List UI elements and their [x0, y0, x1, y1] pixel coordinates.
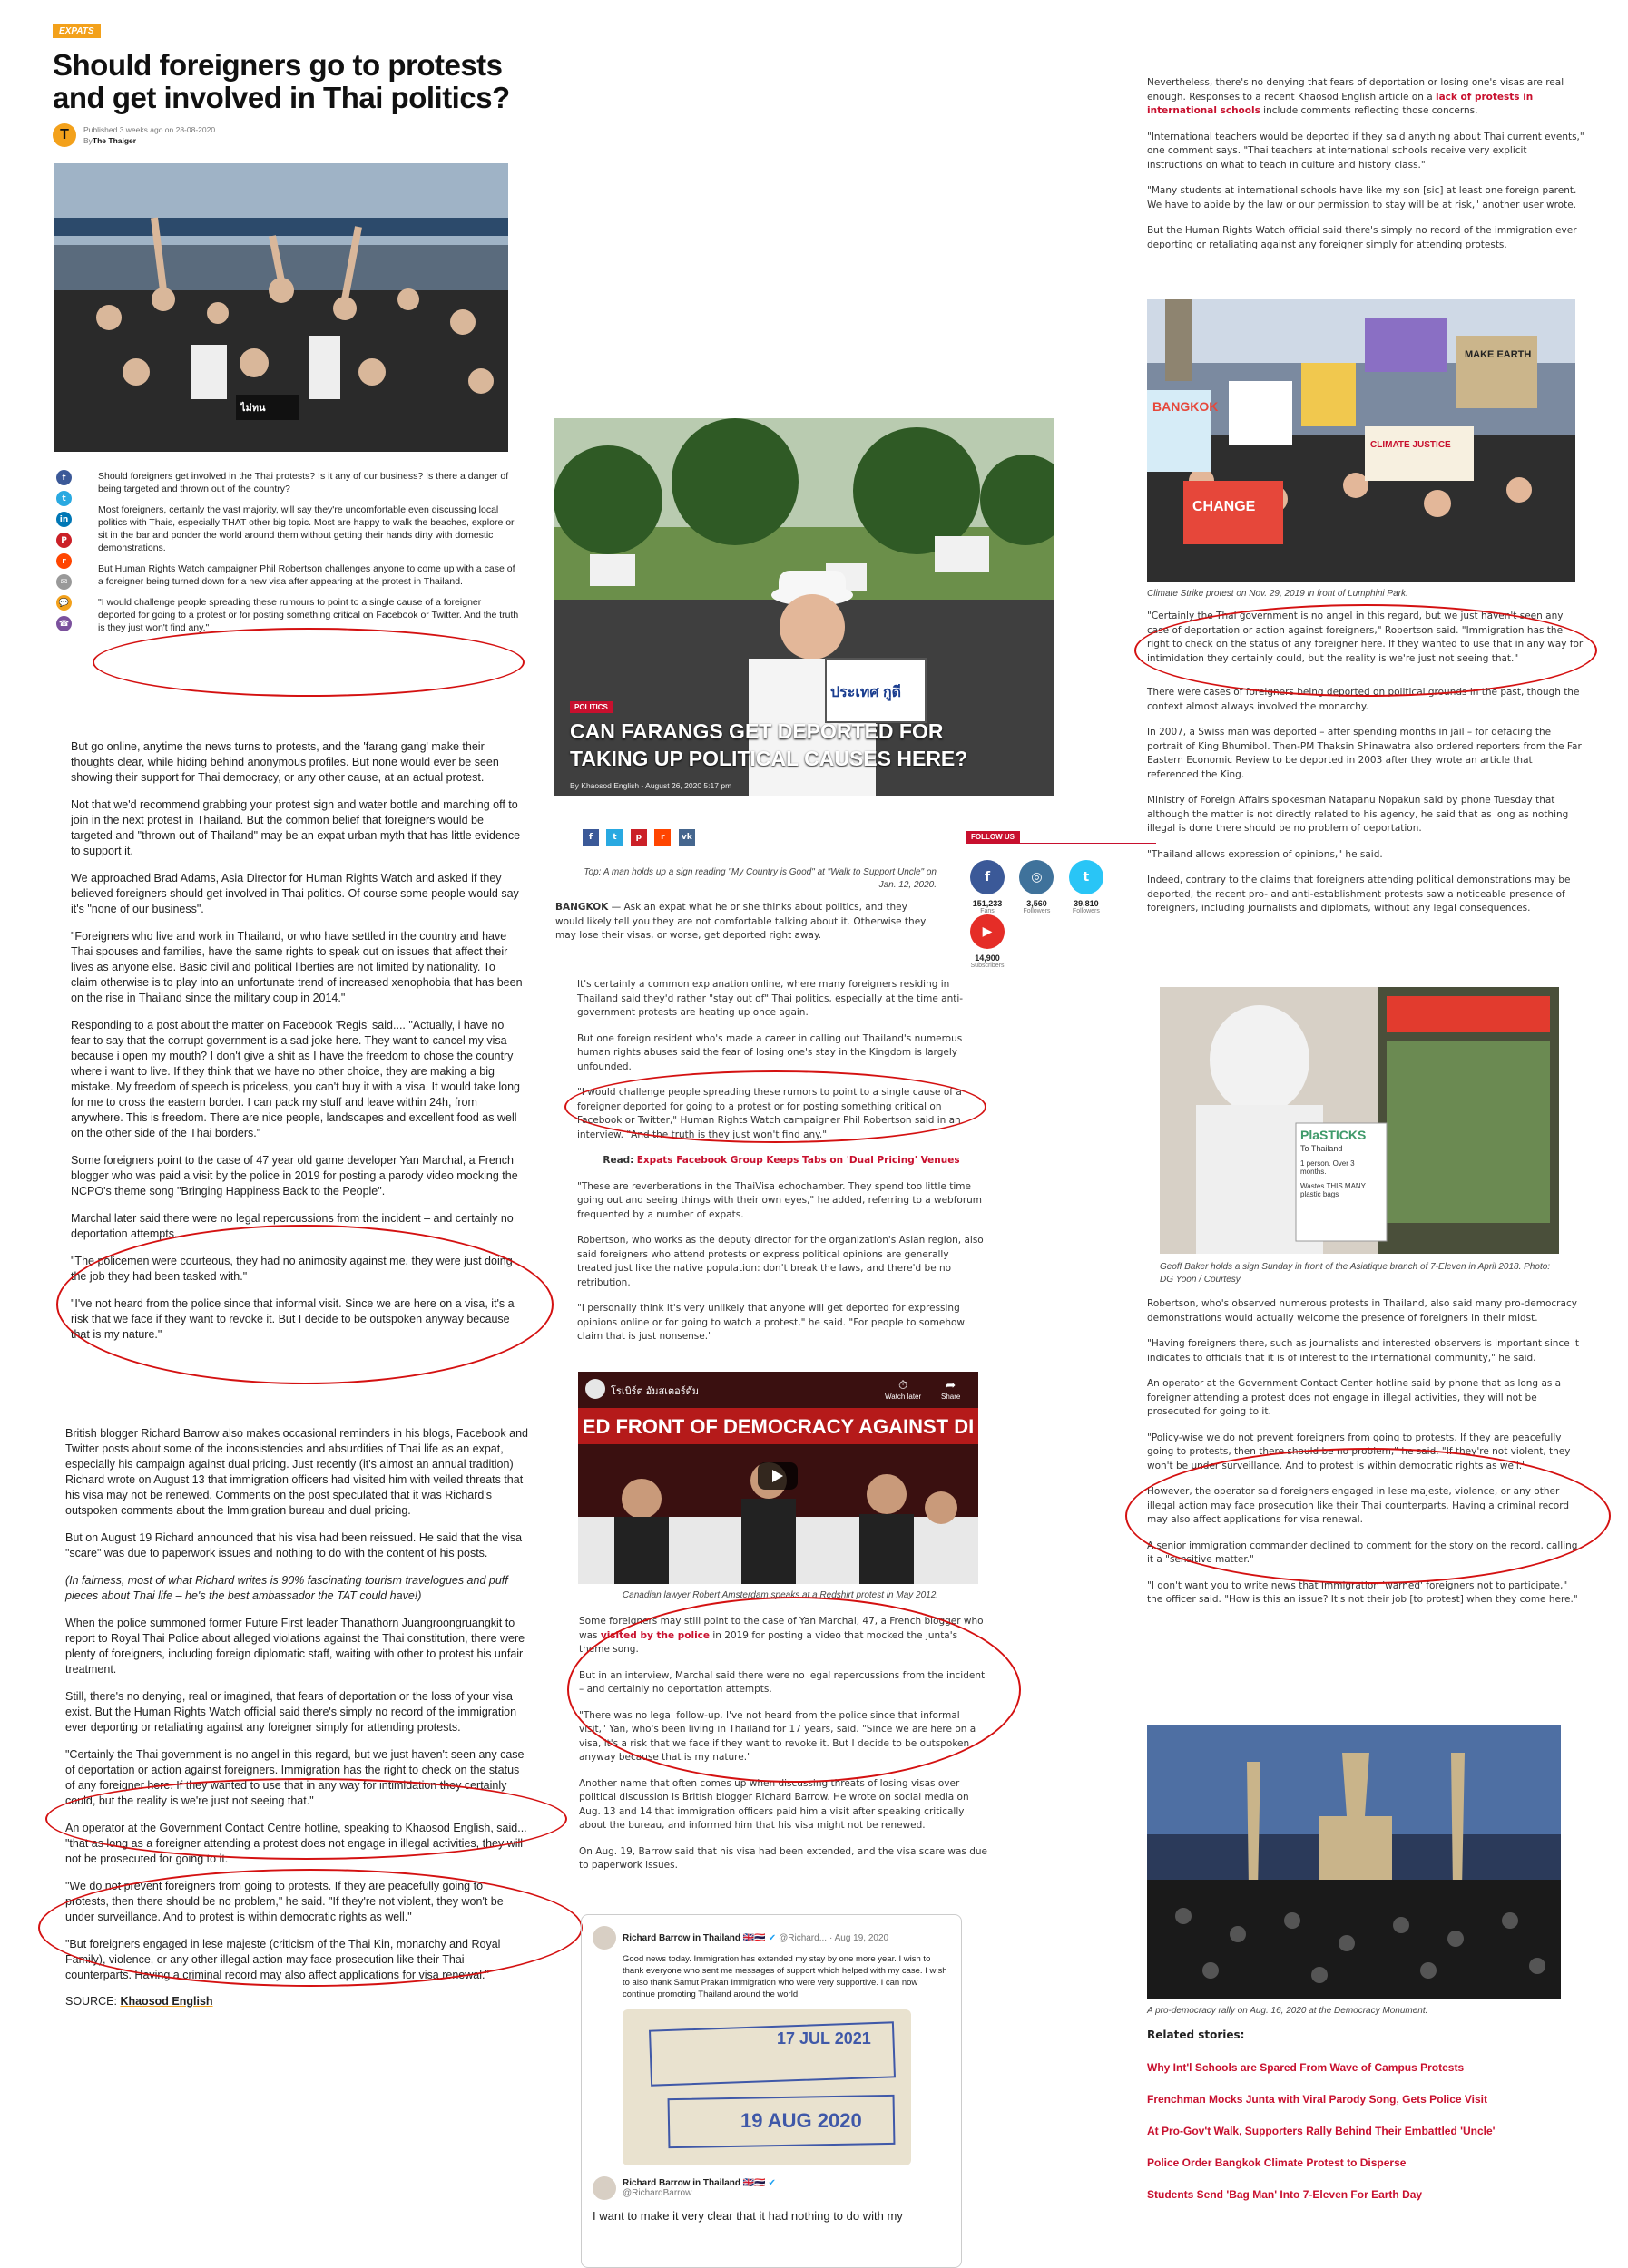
hero-headline: CAN FARANGS GET DEPORTED FOR TAKING UP POLITICAL CAUSES HERE?	[570, 719, 968, 770]
sign-text: MAKE EARTH	[1465, 349, 1532, 360]
related-link[interactable]: Frenchman Mocks Junta with Viral Parody Song, Gets Police Visit	[1147, 2093, 1487, 2106]
video-embed[interactable]	[578, 1372, 978, 1584]
tweet-author[interactable]: Richard Barrow in Thailand 🇬🇧🇹🇭	[623, 1932, 766, 1943]
follow-label: Subscribers	[970, 963, 1005, 969]
monument-caption: A pro-democracy rally on Aug. 16, 2020 at the Democracy Monument.	[1147, 2006, 1428, 2016]
right-article	[1147, 76, 1584, 264]
body-paragraph: When the police summoned former Future First leader Thanathorn Juangroongruangkit to report to Royal Thai Police about alleged violations against the Thai constitution, there were plenty of foreigners, including foreign diplomatic staff, waiting with other to protest his unfair treatment.	[65, 1617, 525, 1676]
facebook-share-icon[interactable]: f	[583, 829, 599, 846]
twitter-share-icon[interactable]: t	[606, 829, 623, 846]
body-paragraph	[579, 1615, 987, 1657]
hero-byline: By Khaosod English - August 26, 2020 5:17 pm	[570, 781, 732, 790]
reddit-share-icon[interactable]: r	[654, 829, 671, 846]
climate-strike-photo	[1147, 299, 1575, 582]
category-badge[interactable]: EXPATS	[53, 24, 101, 38]
tweet-date[interactable]: · Aug 19, 2020	[829, 1932, 889, 1943]
follow-count: 39,810	[1074, 899, 1099, 908]
related-list	[1147, 2059, 1584, 2203]
body-paragraph: Robertson, who works as the deputy director for the organization's Asian region, also said foreigners who attend protests or express political opinions are generally treated just like the native population: don't break the laws, and there'd be no retribution.	[577, 1235, 984, 1288]
follow-label: Fans	[980, 908, 995, 914]
body-paragraph: But in an interview, Marchal said there were no legal repercussions from the incident – and certainly no deportation attempts.	[579, 1669, 986, 1695]
follow-label: Followers	[1023, 908, 1051, 914]
tweet-author[interactable]: Richard Barrow in Thailand 🇬🇧🇹🇭	[623, 2178, 766, 2188]
stamp-2-date: 19 AUG 2020	[740, 2109, 862, 2132]
tweet-handle[interactable]: @RichardBarrow	[623, 2188, 692, 2198]
pinterest-share-icon[interactable]: p	[631, 829, 647, 846]
body-paragraph: Indeed, contrary to the claims that foreigners attending political demonstrations may be deported, the recent pro- and anti-establishment protests saw a noticeable presence of foreigners, including journalists and diplomats, without any legal consequences.	[1147, 875, 1571, 914]
facebook-icon[interactable]: f	[56, 470, 72, 485]
instagram-icon: ◎	[1019, 860, 1054, 894]
p1-text-b: include comments reflecting those concerns.	[1260, 105, 1478, 116]
facebook-icon: f	[970, 860, 1005, 894]
read-label: Read:	[603, 1155, 634, 1166]
follow-count: 3,560	[1026, 899, 1047, 908]
linkedin-icon[interactable]: in	[56, 512, 72, 527]
intro-paragraph: But Human Rights Watch campaigner Phil Robertson challenges anyone to come up with a case of a foreigner being turned down for a new visa after appearing at the protest in Thailand.	[98, 563, 515, 587]
body-paragraph: "Certainly the Thai government is no angel in this regard, but we just haven't seen any case of deportation or action against foreigners," Robertson said. "Immigration has the right to check on the status of any foreigner here. If they wanted to use that in any way for intimidation they certainly could, but the reality is we're just not seeing that."	[1147, 611, 1584, 664]
watch-later-button[interactable]	[885, 1379, 921, 1401]
body-paragraph: "International teachers would be deported if they said anything about Thai current events," one comment says. "Thai teachers at international schools receive very explicit instructions on what to teach in culture and history class."	[1147, 131, 1584, 171]
video-share-button[interactable]	[941, 1379, 960, 1401]
follow-youtube[interactable]	[966, 914, 1009, 969]
climate-caption: Climate Strike protest on Nov. 29, 2019 in front of Lumphini Park.	[1147, 589, 1408, 599]
body-paragraph: An operator at the Government Contact Centre hotline, speaking to Khaosod English, said... "that as long as a foreigner attending a protest does not engage in illegal activities, they will not be prosecuted for going to it.	[65, 1822, 527, 1865]
share-sidebar	[56, 470, 72, 637]
mid-article-2	[577, 978, 986, 1356]
body-paragraph: "There was no legal follow-up. I've not heard from the police since that informal visit," Yan, who's been living in Thailand for 17 years, said. "Since we are here on a visa, it's a risk that we face if they want to revoke it. But I decide to be outspoken anyway because that is my nature."	[579, 1709, 976, 1763]
body-paragraph: British blogger Richard Barrow also makes occasional reminders in his blogs, Facebook and Twitter posts about some of the inconsistencies and absurdities of Thai life as an expat, especially his campaign against dual pricing. Just recently (it's almost an annual tradition) Richard wrote on August 13 that immigration officers had visited him with veiled threats that his visa may not be renewed. Comments on the post speculated that it was Richard's outspoken comments about the Immigration bureau and dual pricing.	[65, 1427, 528, 1517]
sign-line: Wastes THIS MANY plastic bags	[1300, 1182, 1366, 1198]
body-paragraph: But go online, anytime the news turns to protests, and the 'farang gang' make their thoughts clear, while hiding behind anonymous profiles. But none would ever be seen showing their support for Thai democracy, or any other cause, at an actual protest.	[71, 740, 499, 784]
body-paragraph: Another name that often comes up when discussing threats of losing visas over political discussion is British blogger Richard Barrow. He wrote on social media on Aug. 13 and 14 that immigration officers paid him a visit after speaking critically about the bureau, and informed him that his visa might not be renewed.	[579, 1777, 969, 1831]
follow-instagram[interactable]	[1015, 860, 1058, 914]
video-channel-avatar[interactable]	[585, 1379, 605, 1399]
twitter-icon: t	[1069, 860, 1103, 894]
video-caption: Canadian lawyer Robert Amsterdam speaks at a Redshirt protest in May 2012.	[622, 1590, 939, 1600]
tweet-embed	[581, 1914, 962, 2268]
sign-title: PlaSTICKS	[1300, 1128, 1367, 1142]
body-paragraph: It's certainly a common explanation online, where many foreigners residing in Thailand said they'd rather "stay out of" Thai politics, especially at the time anti-government protests are heating up once again.	[577, 979, 964, 1018]
international-schools-link[interactable]: lack of protests in international schools	[1147, 91, 1534, 116]
pinterest-icon[interactable]: P	[56, 533, 72, 548]
body-paragraph: Some foreigners point to the case of 47 year old game developer Yan Marchal, a French blogger who was paid a visit by the police in 2019 for posting a parody video mocking the NCPO's theme song "Bringing Happiness Back to the People".	[71, 1154, 518, 1198]
lead-paragraph	[555, 901, 937, 943]
protest-photo-left	[54, 163, 508, 452]
body-paragraph: But on August 19 Richard announced that his visa had been reissued. He said that the visa "scare" was due to paperwork issues and nothing to do with the content of his posts.	[65, 1531, 523, 1559]
sign-line: 1 person. Over 3 months.	[1300, 1159, 1355, 1176]
related-item	[1147, 2091, 1584, 2107]
source-line	[65, 1995, 528, 2008]
marchal-text-a: Some foreigners may still point to the case of Yan Marchal, 47, a French blogger who was	[579, 1616, 984, 1641]
clock-icon: ⏱	[898, 1379, 908, 1393]
body-paragraph: "Policy-wise we do not prevent foreigners from going to protests. If they are peacefully going to protests, then there should be no problem," he said. "If they're not violent, they won't be under surveillance. And to protest is within democratic rights as well."	[1147, 1432, 1571, 1471]
sign-text: CLIMATE JUSTICE	[1370, 440, 1451, 450]
body-paragraph: "Many students at international schools have like my son [sic] at least one foreign parent. We have to abide by the law or our permission to stay will be at risk," another user wrote.	[1147, 185, 1577, 210]
related-title: Related stories:	[1147, 2028, 1245, 2041]
category-tag[interactable]: POLITICS	[570, 701, 613, 713]
visited-by-police-link[interactable]: visited by the police	[600, 1629, 711, 1641]
body-paragraph: Ministry of Foreign Affairs spokesman Natapanu Nopakun said by phone Tuesday that although the matter is not directly related to his agency, he said that as long as nothing illegal is done there should be no problem of deportation.	[1147, 795, 1569, 834]
mid-article-3	[579, 1615, 987, 1885]
related-link[interactable]: At Pro-Gov't Walk, Supporters Rally Behind Their Embattled 'Uncle'	[1147, 2125, 1496, 2137]
related-item	[1147, 2186, 1584, 2203]
body-paragraph: "Thailand allows expression of opinions," he said.	[1147, 848, 1383, 860]
related-link[interactable]: Students Send 'Bag Man' Into 7-Eleven For Earth Day	[1147, 2188, 1423, 2201]
follow-count: 151,233	[972, 899, 1003, 908]
body-paragraph: A senior immigration commander declined to comment for the story on the record, calling it a "sensitive matter."	[1147, 1540, 1578, 1565]
body-paragraph: But one foreign resident who's made a career in calling out Thailand's numerous human rights abuses said the fear of losing one's stay in the Kingdom is largely unfounded.	[577, 1032, 963, 1072]
hero-sign-text: ประเทศ กูดี	[830, 685, 902, 700]
body-paragraph: "But foreigners engaged in lese majeste (criticism of the Thai Kin, monarchy and Royal Family), violence, or any other illegal action may face prosecution like their Thai counterparts. Having a criminal record may also affect applications for visa renewal."	[65, 1938, 501, 1981]
twitter-icon[interactable]: t	[56, 491, 72, 506]
tweet-text: Good news today. Immigration has extended my stay by one more year. I wish to thank everyone who sent me messages of support which helped with my case. I wish to also thank Samut Prakan Immigration who were very supportive. I can now continue promoting Thailand around the world.	[623, 1954, 947, 1999]
source-label: SOURCE:	[65, 1995, 117, 2008]
sign-subtitle: To Thailand	[1300, 1144, 1343, 1153]
body-paragraph: Responding to a post about the matter on Facebook 'Regis' said.... "Actually, i have no fear to say that the corrupt government is a sad joke here. They want to cancel my visa because i open my mouth? I don't give a shit as I have the freedom to chose the country where i want to live. If they think that we have no other choice, they are making a big mistake. My freedom of speech is priceless, you can't buy it with a visa. It would take long for me to cross the eastern border. I can pack my stuff and leave within 24h, from anywhere. This is freedom. There are nice people, landscapes and excellent food as well on the other side of the Thai borders."	[71, 1019, 520, 1139]
dateline: BANGKOK	[555, 902, 609, 913]
play-button[interactable]	[758, 1462, 798, 1490]
intro-quote: "I would challenge people spreading these rumours to point to a single cause of a foreigner deported for going to a protest or for posting something critical on Facebook or Twitter. And the truth is they just won't find any."	[98, 597, 519, 633]
play-icon	[772, 1470, 783, 1482]
body-paragraph: "Having foreigners there, such as journalists and interested observers is important since it indicates to officials that it is of interest to the international community," he said.	[1147, 1338, 1580, 1364]
body-paragraph: On Aug. 19, Barrow said that his visa had been extended, and the visa scare was due to paperwork issues.	[579, 1845, 987, 1871]
sign-text: CHANGE	[1192, 499, 1256, 514]
vk-share-icon[interactable]: vk	[679, 829, 695, 846]
byline	[53, 123, 561, 147]
intro-paragraph: Most foreigners, certainly the vast majority, will say they're uncomfortable even discussing local politics with Thais, especially THAT other big topic. Most are happy to walk the beaches, explore or sit in the bar and ponder the world around them without getting their hands dirty with domestic demonstrations.	[98, 504, 515, 553]
read-also	[577, 1154, 986, 1168]
related-stories	[1147, 2028, 1584, 2218]
photo-sign-text: ไม่ทน	[240, 403, 266, 414]
body-paragraph: In 2007, a Swiss man was deported – after spending months in jail – for defacing the portrait of King Bhumibol. Then-PM Thaksin Shinawatra also ordered reporters from the Far Eastern Economic Review to be deported in 2003 after they wrote an article that referenced the King.	[1147, 727, 1582, 780]
follow-label: Followers	[1072, 908, 1100, 914]
right-article-3	[1147, 1297, 1584, 1619]
plastic-sign-photo	[1160, 987, 1559, 1254]
published-date: Published 3 weeks ago on 28-08-2020	[83, 125, 216, 134]
author-link[interactable]: The Thaiger	[92, 136, 137, 145]
share-bar	[583, 827, 699, 846]
right-article-2	[1147, 610, 1584, 928]
share-icon: ➦	[946, 1379, 956, 1393]
intro-text	[98, 470, 520, 642]
body-paragraph: Robertson, who's observed numerous protests in Thailand, also said many pro-democracy demonstrations would actually welcome the presence of foreigners in their midst.	[1147, 1298, 1577, 1324]
video-banner-text: ED FRONT OF DEMOCRACY AGAINST DI	[582, 1415, 975, 1438]
body-paragraph: "We do not prevent foreigners from going to protests. If they are peacefully going to protests, then there should be no problem," he said. "If they're not violent, they won't be under surveillance. And to protest is within democratic rights as well."	[65, 1880, 504, 1923]
tweet-handle[interactable]: @Richard...	[779, 1932, 828, 1943]
body-paragraph: (In fairness, most of what Richard writes is 90% fascinating tourism travelogues and puff pieces about Thai life – he's the best ambassador the TAT could have!)	[65, 1574, 508, 1602]
comment-icon[interactable]: 💬	[56, 595, 72, 611]
tweet-avatar[interactable]	[593, 1926, 616, 1950]
body-paragraph: But the Human Rights Watch official said there's simply no record of the immigration ever deporting or retaliating against any foreigner simply for attending protests.	[1147, 225, 1577, 250]
body-paragraph: "These are reverberations in the ThaiVisa echochamber. They spend too little time going out and seeing things with their own eyes," he added, referring to a webforum frequented by a number of expats.	[577, 1180, 983, 1220]
read-also-link[interactable]: Expats Facebook Group Keeps Tabs on 'Dual Pricing' Venues	[636, 1155, 960, 1166]
verified-icon: ✔	[768, 1932, 777, 1943]
follow-title: FOLLOW US	[966, 831, 1020, 843]
reddit-icon[interactable]: r	[56, 553, 72, 569]
body-paragraph	[1147, 76, 1584, 119]
photo-caption: Top: A man holds up a sign reading "My Country is Good" at "Walk to Support Uncle" on Jan. 12, 2020.	[584, 867, 937, 890]
mid-article	[555, 866, 937, 971]
body-paragraph: There were cases of foreigners being deported on political grounds in the past, though the context almost always involved the monarchy.	[1147, 687, 1580, 712]
left-body-2	[65, 1426, 528, 2008]
lead-text: — Ask an expat what he or she thinks about politics, and they would likely tell you they are not comfortable talking about it. Otherwise they may lose their visas, or worse, get deported right away.	[555, 902, 927, 941]
body-paragraph: However, the operator said foreigners engaged in lese majeste, violence, or any other illegal action may face prosecution like their Thai counterparts. Having a criminal record may also affect applications for visa renewal.	[1147, 1486, 1570, 1525]
sign-text: BANGKOK	[1152, 399, 1219, 414]
verified-icon: ✔	[768, 2178, 776, 2188]
body-paragraph: "Foreigners who live and work in Thailand, or who have settled in the country and have Thai spouses and families, have the same rights to speak out on issues that affect their lives as anyone else. Basic civil and political liberties are not limited by nationality. To claim otherwise is to play into an unfortunate trend of increased xenophobia that has been on the rise in Thailand since the military coup in 2014."	[71, 930, 523, 1004]
left-body	[71, 739, 525, 1354]
intro-paragraph: Should foreigners get involved in the Thai protests? Is it any of our business? Is there a danger of being targeted and thrown out of the country?	[98, 471, 509, 494]
related-link[interactable]: Why Int'l Schools are Spared From Wave of Campus Protests	[1147, 2061, 1465, 2074]
author-logo[interactable]: T	[53, 123, 76, 147]
stamp-1-date: 17 JUL 2021	[777, 2029, 871, 2048]
body-paragraph: "I don't want you to write news that Immigration 'warned' foreigners not to participate," the officer said. "How is this an issue? It's not their job [to protest] when they come here."	[1147, 1579, 1578, 1605]
body-paragraph: "I would challenge people spreading these rumors to point to a single cause of a foreigner deported for going to a protest or for posting something critical on Facebook or Twitter," Human Rights Watch campaigner Phil Robertson said in an interview. "And the truth is they just won't find any."	[577, 1087, 962, 1140]
p1-text-a: Nevertheless, there's no denying that fears of deportation or losing one's visas are real enough. Responses to a recent Khaosod English article on a	[1147, 77, 1564, 103]
related-item	[1147, 2123, 1584, 2139]
source-link[interactable]: Khaosod English	[120, 1995, 213, 2008]
passport-stamp-image[interactable]	[623, 2009, 911, 2165]
democracy-monument-photo	[1147, 1725, 1561, 1999]
related-link[interactable]: Police Order Bangkok Climate Protest to Disperse	[1147, 2156, 1407, 2169]
by-label: By	[83, 136, 93, 145]
follow-twitter[interactable]	[1064, 860, 1108, 914]
youtube-icon: ▶	[970, 914, 1005, 949]
email-icon[interactable]: ✉	[56, 574, 72, 590]
body-paragraph: We approached Brad Adams, Asia Director for Human Rights Watch and asked if they believed foreigners should get involved in Thai politics. Of course some people would say it's "none of our business".	[71, 872, 519, 915]
body-paragraph: "I personally think it's very unlikely that anyone will get deported for expressing opinions online or for going to watch a protest," he said. "For people to somehow claim that is just nonsense."	[577, 1303, 965, 1342]
hero-photo	[554, 418, 1054, 796]
body-paragraph: Not that we'd recommend grabbing your protest sign and water bottle and marching off to join in the next protest in Thailand. But the common belief that foreigners would be targeted and "thrown out of Thailand" may be an expat urban myth that has little evidence to support it.	[71, 798, 521, 857]
follow-widget	[966, 827, 1156, 969]
video-channel-name[interactable]: โรเบิร์ต อัมสเตอร์ดัม	[611, 1386, 700, 1397]
viber-icon[interactable]: ☎	[56, 616, 72, 631]
related-item	[1147, 2059, 1584, 2076]
tweet-text: I want to make it very clear that it had nothing to do with my	[593, 2209, 903, 2223]
body-paragraph: An operator at the Government Contact Center hotline said by phone that as long as a foreigner attending a protest does not engage in illegal activities, they will not be prosecuted for going to it.	[1147, 1378, 1562, 1417]
body-paragraph: "The policemen were courteous, they had no animosity against me, they were just doing the job they had been tasked with."	[71, 1255, 513, 1283]
follow-facebook[interactable]	[966, 860, 1009, 914]
follow-count: 14,900	[975, 953, 1000, 963]
body-paragraph: "I've not heard from the police since that informal visit. Since we are here on a visa, it's a risk that we face if they want to revoke it. But I decide to be outspoken anyway because that is my nature."	[71, 1297, 515, 1341]
article-title: Should foreigners go to protests and get involved in Thai politics?	[53, 48, 510, 114]
related-item	[1147, 2155, 1584, 2171]
body-paragraph: Marchal later said there were no legal repercussions from the incident – and certainly no deportation attempts.	[71, 1212, 514, 1240]
body-paragraph: "Certainly the Thai government is no angel in this regard, but we just haven't seen any case of deportation or action against foreigners. Immigration has the right to check on the status of any foreigner here. If they wanted to use that in any way for intimidation they certainly could, but the reality is we're just not seeing that."	[65, 1748, 525, 1807]
watch-later-label: Watch later	[885, 1393, 922, 1401]
body-paragraph: Still, there's no denying, real or imagined, that fears of deportation or the loss of your visa exist. But the Human Rights Watch official said there's simply no record of the immigration ever deporting or retaliating against any foreigner simply for attending protests.	[65, 1690, 517, 1734]
left-article	[53, 22, 561, 147]
tweet-avatar[interactable]	[593, 2176, 616, 2200]
video-share-label: Share	[941, 1393, 961, 1401]
plastic-caption: Geoff Baker holds a sign Sunday in front of the Asiatique branch of 7-Eleven in April 2018. Photo: DG Yoon / Courtesy	[1160, 1262, 1551, 1285]
marchal-text-b: in 2019 for posting a video that mocked the junta's theme song.	[579, 1629, 958, 1655]
